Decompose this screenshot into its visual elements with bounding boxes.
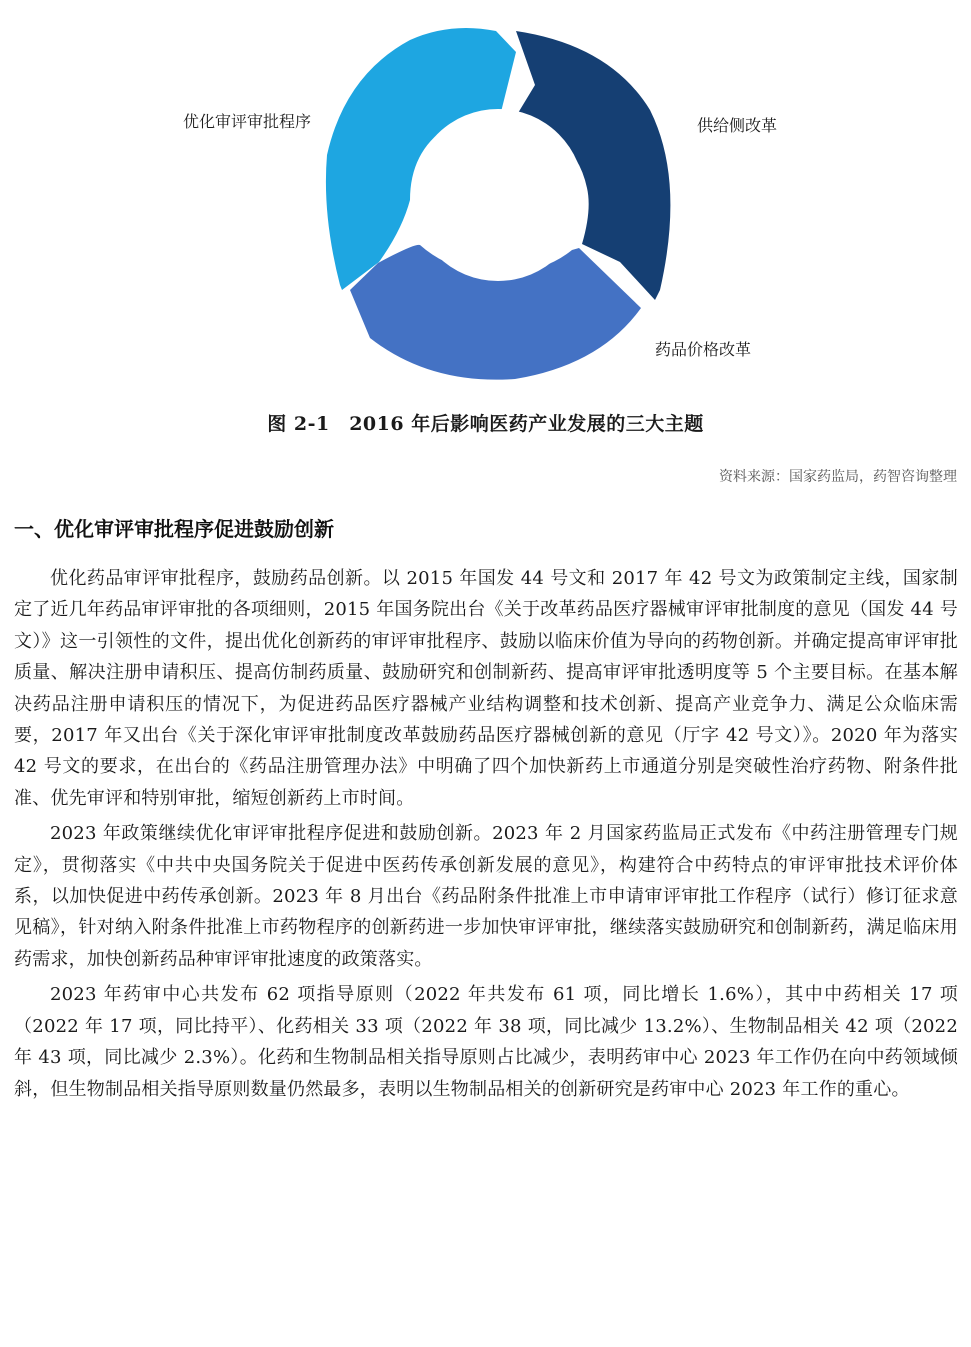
section-heading: 一、优化审评审批程序促进鼓励创新 bbox=[14, 517, 334, 541]
segment-label-supply-side: 供给侧改革 bbox=[697, 116, 778, 135]
paragraph: 优化药品审评审批程序，鼓励药品创新。以 2015 年国发 44 号文和 2017 年 42 号文为政策制定主线，国家制定了近几年药品审评审批的各项细则，2015 年国务院出台《关于改革药品医疗器械审评审批制度的意见（国发 44 号文）》这一引领性的文件，提出优化创新药的审评审批程序、鼓励以临床价值为导向的药物创新。并确定提高审评审批质量、解决注册申请积压、提高仿制药质量、鼓励研究和创制新药、提高审评审批透明度等 5 个主要目标。在基本解决药品注册申请积压的情况下，为促进药品医疗器械产业结构调整和技术创新、提高产业竞争力、满足公众临床需要，2017 年又出台《关于深化审评审批制度改革鼓励药品医疗器械创新的意见（厅字 42 号文）》。2020 年为落实 42 号文的要求，在出台的《药品注册管理办法》中明确了四个加快新药上市通道分别是突破性治疗药物、附条件批准、优先审评和特别审批，缩短创新药上市时间。 bbox=[14, 568, 958, 809]
section-body bbox=[14, 563, 958, 1109]
segment-label-review-approval: 优化审评审批程序 bbox=[183, 112, 312, 131]
segment-label-drug-price: 药品价格改革 bbox=[655, 340, 752, 359]
figure-caption: 图 2-1 2016 年后影响医药产业发展的三大主题 bbox=[267, 413, 704, 435]
paragraph: 2023 年政策继续优化审评审批程序促进和鼓励创新。2023 年 2 月国家药监局正式发布《中药注册管理专门规定》，贯彻落实《中共中央国务院关于促进中医药传承创新发展的意见》，构建符合中药特点的审评审批技术评价体系，以加快促进中药传承创新。2023 年 8 月出台《药品附条件批准上市申请审评审批工作程序（试行）修订征求意见稿》，针对纳入附条件批准上市药物程序的创新药进一步加快审评审批，继续落实鼓励研究和创制新药，满足临床用药需求，加快创新药品种审评审批速度的政策落实。 bbox=[14, 823, 958, 970]
figure-source: 资料来源：国家药监局，药智咨询整理 bbox=[719, 469, 957, 485]
paragraph: 2023 年药审中心共发布 62 项指导原则（2022 年共发布 61 项，同比增长 1.6%），其中中药相关 17 项（2022 年 17 项，同比持平）、化药相关 33 项（2022 年 38 项，同比减少 13.2%）、生物制品相关 42 项（2022 年 43 项，同比减少 2.3%）。化药和生物制品相关指导原则占比减少，表明药审中心 2023 年工作仍在向中药领域倾斜，但生物制品相关指导原则数量仍然最多，表明以生物制品相关的创新研究是药审中心 2023 年工作的重心。 bbox=[14, 984, 958, 1100]
cycle-diagram-graphic bbox=[0, 0, 971, 400]
cycle-diagram bbox=[0, 0, 971, 400]
